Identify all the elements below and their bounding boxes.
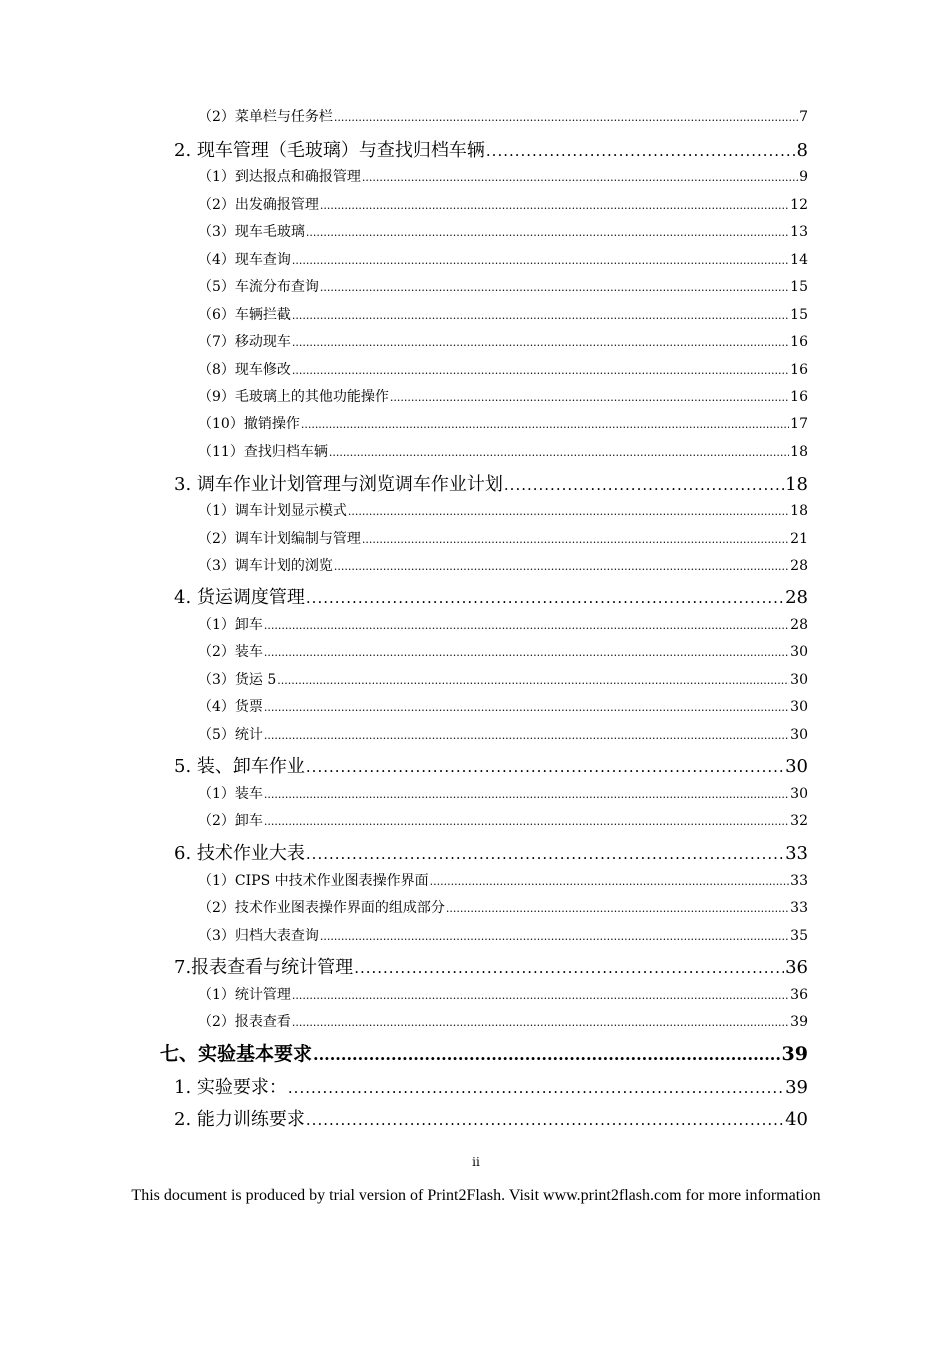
dot-leader xyxy=(334,558,789,574)
dot-leader xyxy=(306,756,784,777)
toc-entry-title: （1）CIPS 中技术作业图表操作界面 xyxy=(198,873,429,889)
toc-entry-page-number: 36 xyxy=(785,957,808,978)
toc-entry[interactable] xyxy=(198,331,808,351)
toc-entry[interactable] xyxy=(174,583,808,609)
toc-entry-page-number: 35 xyxy=(790,928,808,944)
toc-entry-title: （1）统计管理 xyxy=(198,987,291,1003)
toc-entry-title: （1）装车 xyxy=(198,786,263,802)
toc-entry[interactable] xyxy=(198,810,808,830)
toc-entry[interactable] xyxy=(198,724,808,744)
toc-entry-title: （3）货运 5 xyxy=(198,672,277,688)
dot-leader xyxy=(292,987,789,1003)
toc-entry[interactable] xyxy=(198,528,808,548)
toc-entry[interactable] xyxy=(198,614,808,634)
page-number: ii xyxy=(472,1155,480,1169)
dot-leader xyxy=(362,531,789,547)
toc-entry-page-number: 16 xyxy=(790,389,808,405)
dot-leader xyxy=(264,617,789,633)
dot-leader xyxy=(306,843,784,864)
toc-entry[interactable] xyxy=(198,984,808,1004)
toc-entry-page-number: 15 xyxy=(790,307,808,323)
toc-entry[interactable] xyxy=(198,166,808,186)
dot-leader xyxy=(288,1077,784,1098)
toc-entry-page-number: 33 xyxy=(790,900,808,916)
dot-leader xyxy=(264,699,789,715)
toc-entry[interactable] xyxy=(198,359,808,379)
toc-entry-page-number: 36 xyxy=(790,987,808,1003)
toc-entry[interactable] xyxy=(174,953,808,979)
toc-entry-page-number: 13 xyxy=(790,224,808,240)
dot-leader xyxy=(329,444,789,460)
toc-entry[interactable] xyxy=(198,304,808,324)
toc-entry[interactable] xyxy=(198,555,808,575)
dot-leader xyxy=(264,727,789,743)
toc-entry[interactable] xyxy=(198,870,808,890)
toc-entry[interactable] xyxy=(198,897,808,917)
toc-entry-title: （2）装车 xyxy=(198,644,263,660)
toc-entry[interactable] xyxy=(198,641,808,661)
toc-entry-title: 5. 装、卸车作业 xyxy=(174,756,305,777)
dot-leader xyxy=(348,503,789,519)
dot-leader xyxy=(301,416,789,432)
toc-entry-title: （2）调车计划编制与管理 xyxy=(198,531,361,547)
toc-entry-title: （1）调车计划显示模式 xyxy=(198,503,347,519)
toc-entry-page-number: 39 xyxy=(781,1043,808,1065)
toc-entry[interactable] xyxy=(174,1073,808,1099)
dot-leader xyxy=(354,957,784,978)
dot-leader xyxy=(390,389,789,405)
toc-entry-page-number: 18 xyxy=(790,444,808,460)
toc-entry-title: 6. 技术作业大表 xyxy=(174,843,305,864)
toc-entry[interactable] xyxy=(198,221,808,241)
toc-entry-page-number: 12 xyxy=(790,197,808,213)
toc-entry-title: （2）菜单栏与任务栏 xyxy=(198,109,333,125)
toc-entry-page-number: 16 xyxy=(790,334,808,350)
toc-entry-page-number: 28 xyxy=(790,617,808,633)
toc-entry-title: （6）车辆拦截 xyxy=(198,307,291,323)
toc-entry-title: （9）毛玻璃上的其他功能操作 xyxy=(198,389,389,405)
toc-entry-page-number: 7 xyxy=(799,109,808,125)
toc-entry-page-number: 18 xyxy=(785,474,808,495)
toc-entry-page-number: 30 xyxy=(790,786,808,802)
toc-entry-title: 4. 货运调度管理 xyxy=(174,587,305,608)
toc-entry[interactable] xyxy=(198,106,808,126)
dot-leader xyxy=(306,1109,784,1130)
toc-entry-title: （3）现车毛玻璃 xyxy=(198,224,305,240)
toc-entry-page-number: 9 xyxy=(799,169,808,185)
toc-entry[interactable] xyxy=(198,500,808,520)
dot-leader xyxy=(486,140,796,161)
toc-entry-page-number: 28 xyxy=(790,558,808,574)
toc-entry[interactable] xyxy=(198,441,808,461)
dot-leader xyxy=(320,197,789,213)
toc-entry-title: （8）现车修改 xyxy=(198,362,291,378)
dot-leader xyxy=(292,307,789,323)
toc-entry-title: 七、实验基本要求 xyxy=(160,1043,313,1065)
toc-entry[interactable] xyxy=(198,1011,808,1031)
dot-leader xyxy=(292,1014,789,1030)
toc-entry-page-number: 14 xyxy=(790,252,808,268)
toc-entry-title: （2）卸车 xyxy=(198,813,263,829)
toc-entry-page-number: 30 xyxy=(790,644,808,660)
dot-leader xyxy=(430,873,790,889)
toc-entry-title: 7.报表查看与统计管理 xyxy=(174,957,354,978)
toc-entry-page-number: 8 xyxy=(796,140,808,161)
toc-entry[interactable] xyxy=(174,1105,808,1131)
toc-entry-page-number: 28 xyxy=(785,587,808,608)
toc-entry-page-number: 15 xyxy=(790,279,808,295)
toc-entry[interactable] xyxy=(174,752,808,778)
toc-entry-title: （5）统计 xyxy=(198,727,263,743)
toc-entry-page-number: 39 xyxy=(785,1077,808,1098)
toc-entry-page-number: 30 xyxy=(790,699,808,715)
toc-entry-title: （5）车流分布查询 xyxy=(198,279,319,295)
dot-leader xyxy=(264,786,789,802)
dot-leader xyxy=(264,813,789,829)
toc-entry[interactable] xyxy=(160,1039,808,1066)
dot-leader xyxy=(504,474,784,495)
toc-entry-title: （2）报表查看 xyxy=(198,1014,291,1030)
dot-leader xyxy=(292,362,789,378)
toc-entry-page-number: 17 xyxy=(790,416,808,432)
toc-entry[interactable] xyxy=(198,925,808,945)
toc-entry-page-number: 30 xyxy=(790,727,808,743)
toc-entry-page-number: 21 xyxy=(790,531,808,547)
toc-entry-page-number: 33 xyxy=(785,843,808,864)
toc-entry[interactable] xyxy=(174,470,808,496)
toc-entry[interactable] xyxy=(198,696,808,716)
dot-leader xyxy=(320,279,789,295)
toc-entry[interactable] xyxy=(198,194,808,214)
toc-entry-title: （10）撤销操作 xyxy=(198,416,300,432)
toc-entry-page-number: 40 xyxy=(785,1109,808,1130)
toc-entry-page-number: 30 xyxy=(785,756,808,777)
dot-leader xyxy=(334,109,798,125)
toc-entry-page-number: 32 xyxy=(790,813,808,829)
toc-entry-page-number: 16 xyxy=(790,362,808,378)
toc-entry-page-number: 39 xyxy=(790,1014,808,1030)
toc-entry-page-number: 30 xyxy=(790,672,808,688)
toc-entry[interactable] xyxy=(174,839,808,865)
trial-watermark: This document is produced by trial version of Print2Flash. Visit www.print2flash.com for more information xyxy=(131,1187,821,1204)
dot-leader xyxy=(306,587,784,608)
dot-leader xyxy=(306,224,789,240)
toc-entry[interactable] xyxy=(198,413,808,433)
toc-entry-page-number: 33 xyxy=(790,873,808,889)
toc-entry-title: （4）货票 xyxy=(198,699,263,715)
toc-entry-title: （2）技术作业图表操作界面的组成部分 xyxy=(198,900,445,916)
toc-entry-page-number: 18 xyxy=(790,503,808,519)
dot-leader xyxy=(277,672,789,688)
dot-leader xyxy=(320,928,789,944)
dot-leader xyxy=(292,252,789,268)
toc-entry[interactable] xyxy=(198,276,808,296)
toc-entry-title: （2）出发确报管理 xyxy=(198,197,319,213)
toc-entry[interactable] xyxy=(198,249,808,269)
toc-entry-title: （4）现车查询 xyxy=(198,252,291,268)
dot-leader xyxy=(446,900,789,916)
dot-leader xyxy=(292,334,789,350)
toc-entry-title: （3）调车计划的浏览 xyxy=(198,558,333,574)
dot-leader xyxy=(313,1043,781,1065)
toc-entry-title: （7）移动现车 xyxy=(198,334,291,350)
toc-entry-title: （1）卸车 xyxy=(198,617,263,633)
toc-entry[interactable] xyxy=(198,783,808,803)
toc-entry[interactable] xyxy=(174,136,808,162)
toc-entry-title: （11）查找归档车辆 xyxy=(198,444,328,460)
toc-entry-title: （3）归档大表查询 xyxy=(198,928,319,944)
toc-entry-title: 1. 实验要求： xyxy=(174,1077,287,1098)
dot-leader xyxy=(362,169,798,185)
toc-entry[interactable] xyxy=(198,669,808,689)
toc-entry-title: （1）到达报点和确报管理 xyxy=(198,169,361,185)
toc-entry-title: 2. 现车管理（毛玻璃）与查找归档车辆 xyxy=(174,140,485,161)
toc-entry[interactable] xyxy=(198,386,808,406)
toc-entry-title: 3. 调车作业计划管理与浏览调车作业计划 xyxy=(174,474,503,495)
dot-leader xyxy=(264,644,789,660)
toc-entry-title: 2. 能力训练要求 xyxy=(174,1109,305,1130)
